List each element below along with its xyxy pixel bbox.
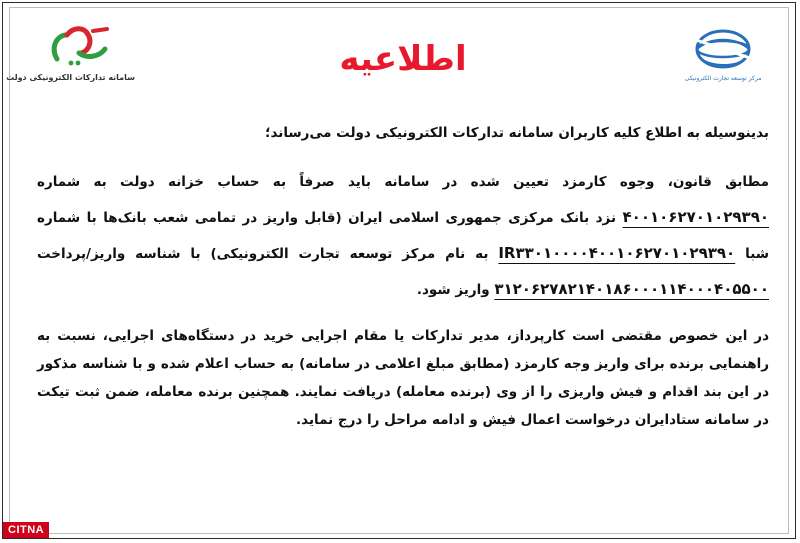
para1-text-1: مطابق قانون، وجوه کارمزد تعیین شده در سامانه باید صرفاً به حساب خزانه دولت به شماره: [37, 174, 769, 190]
treasury-account-number: ۴۰۰۱۰۶۲۷۰۱۰۲۹۳۹۰: [622, 208, 769, 226]
notice-title: اطلاعیه: [339, 39, 467, 79]
payment-id: ۳۱۲۰۶۲۷۸۲۱۴۰۱۸۶۰۰۰۱۱۴۰۰۰۴۰۵۵۰۰: [494, 280, 769, 298]
greeting-line: بدینوسیله به اطلاع کلیه کاربران سامانه تدارکات الکترونیکی دولت می‌رساند؛: [265, 125, 769, 141]
notice-content: [37, 121, 769, 434]
setad-logo: [6, 25, 135, 95]
instructions-paragraph: در این خصوص مقتضی است کارپرداز، مدیر تدارکات یا مقام اجرایی خرید در دستگاه‌های اجرایی، نسبت به راهنمایی برنده برای واریز وجه کارمزد (مطابق مبلغ اعلامی در سامانه) به حساب اعلام شده و با شناسه مذکور در این بند اقدام و فیش واریزی را از وی (برنده معامله) دریافت نمایند. همچنین برنده معامله، ضمن ثبت تیکت در سامانه ستادایران درخواست اعمال فیش و ادامه مراحل را درج نماید.: [37, 328, 769, 428]
para1-text-4: واریز شود.: [416, 282, 495, 298]
notice-header: [3, 3, 797, 113]
ecommerce-center-logo-text: مرکز توسعه تجارت الکترونیکی: [684, 75, 762, 82]
notice-frame: [2, 2, 796, 539]
para1-text-3: به نام مرکز توسعه تجارت الکترونیکی) با شناسه واریز/پرداخت: [37, 246, 499, 262]
ecommerce-center-logo: [683, 23, 763, 93]
sheba-number: IR۳۳۰۱۰۰۰۰۴۰۰۱۰۶۲۷۰۱۰۲۹۳۹۰: [498, 244, 736, 262]
para1-text-2: نزد بانک مرکزی جمهوری اسلامی ایران (قابل واریز در تمامی شعب بانک‌ها با شماره شبا: [37, 210, 769, 262]
payment-paragraph: [37, 165, 769, 308]
globe-logo-icon: [683, 23, 763, 75]
citna-watermark: CITNA: [3, 522, 49, 538]
setad-logo-text: سامانه تدارکات الکترونیکی دولت: [6, 73, 135, 82]
setad-logo-icon: [49, 25, 111, 69]
